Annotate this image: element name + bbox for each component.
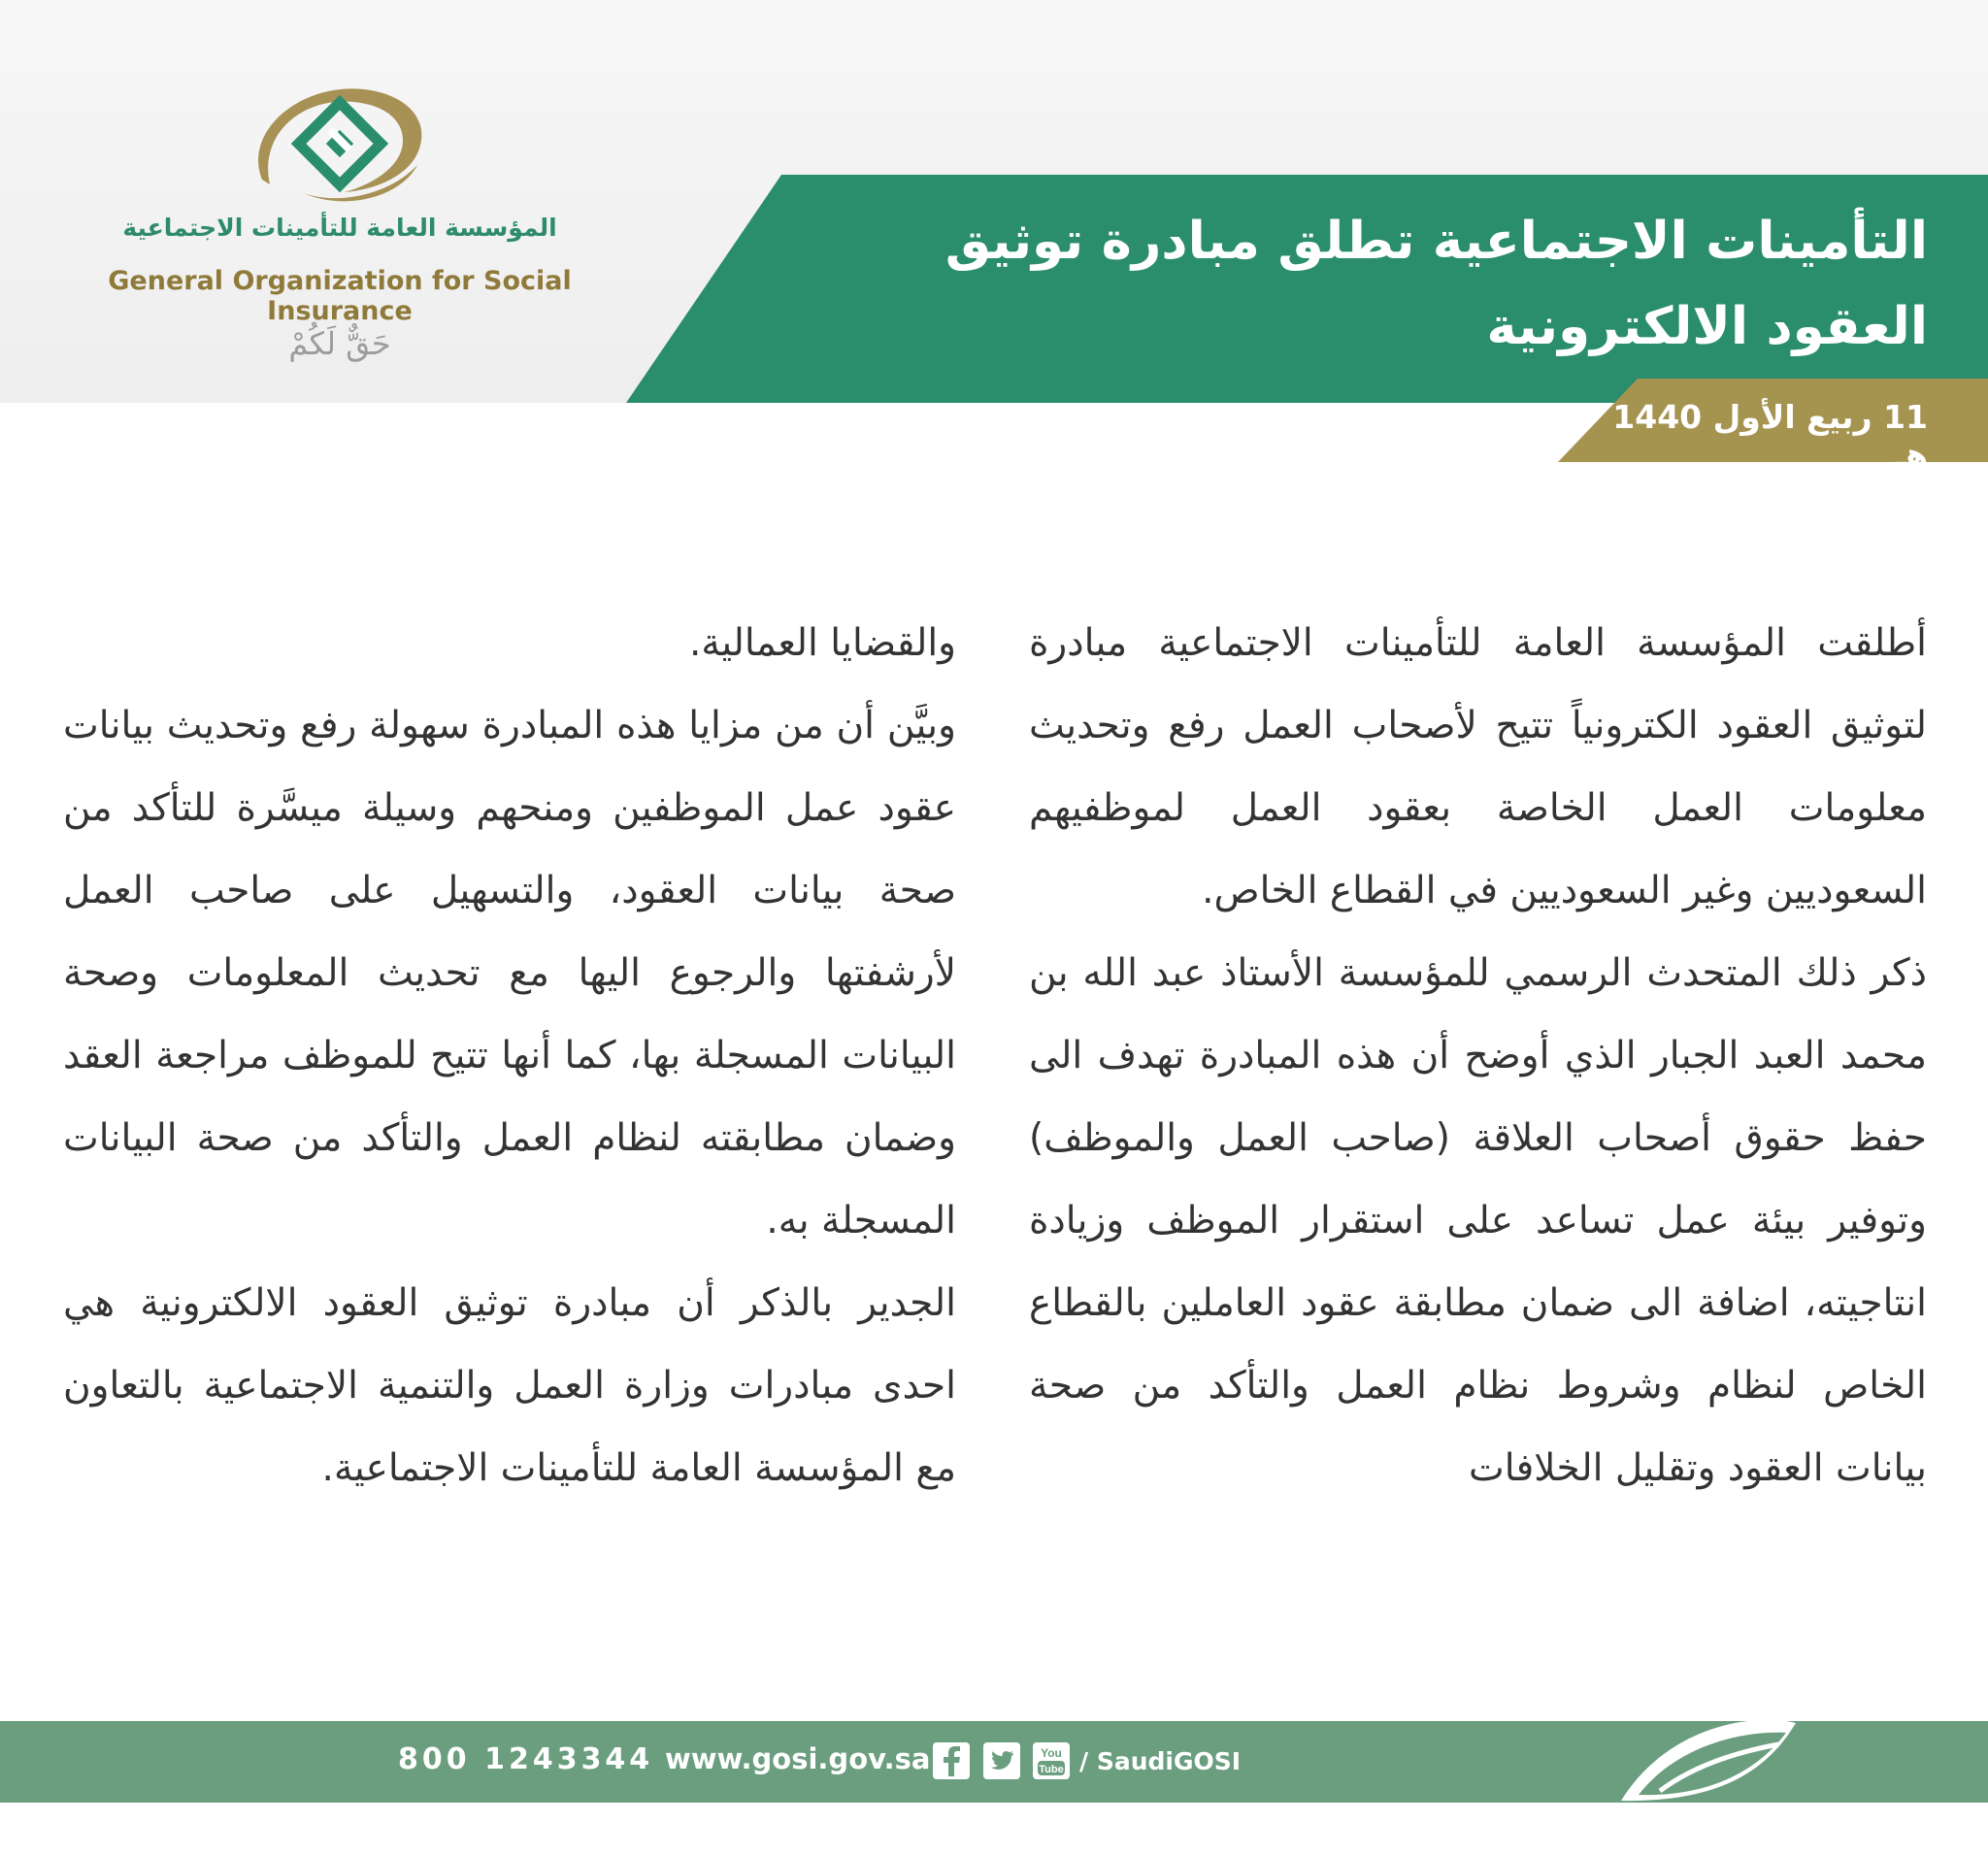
logo-english-name: General Organization for Social Insurance xyxy=(108,266,572,326)
facebook-icon[interactable] xyxy=(932,1741,971,1780)
page-title: التأمينات الاجتماعية تطلق مبادرة توثيق العقود الالكترونية xyxy=(944,212,1928,356)
article-paragraph: وبيَّن أن من مزايا هذه المبادرة سهولة رفع وتحديث بيانات عقود عمل الموظفين ومنحهم وسيلة ميسَّرة للتأكد من صحة بيانات العقود، والتسهيل على صاحب العمل لأرشفتها والرجوع اليها مع تحديث المعلومات وصحة البيانات المسجلة بها، كما أنها تتيح للموظف مراجعة العقد وضمان مطابقته لنظام العمل والتأكد من صحة البيانات المسجلة به. xyxy=(63,704,956,1242)
youtube-icon[interactable] xyxy=(1032,1741,1071,1780)
publish-date: 11 ربيع الأول 1440 هـ xyxy=(1612,398,1928,474)
article-paragraph: ذكر ذلك المتحدث الرسمي للمؤسسة الأستاذ عبد الله بن محمد العبد الجبار الذي أوضح أن هذه المبادرة تهدف الى حفظ حقوق أصحاب العلاقة (صاحب العمل والموظف) وتوفير بيئة عمل تساعد على استقرار الموظف وزيادة انتاجيته، اضافة الى ضمان مطابقة عقود العاملين بالقطاع الخاص لنظام وشروط نظام العمل والتأكد من صحة بيانات العقود وتقليل الخلافات xyxy=(1029,951,1927,1490)
svg-text:You: You xyxy=(1041,1746,1062,1760)
gosi-logo-icon xyxy=(243,78,437,209)
svg-text:Tube: Tube xyxy=(1039,1764,1064,1775)
footer-phone[interactable]: 800 1243344 xyxy=(398,1742,654,1776)
article-paragraph: والقضايا العمالية. xyxy=(688,621,956,665)
article-paragraph: أطلقت المؤسسة العامة للتأمينات الاجتماعية مبادرة لتوثيق العقود الكترونياً تتيح لأصحاب العمل رفع وتحديث معلومات العمل الخاصة بعقود العمل لموظفيهم السعوديين وغير السعوديين في القطاع الخاص. xyxy=(1029,621,1927,912)
footer-website-link[interactable]: www.gosi.gov.sa xyxy=(665,1742,931,1775)
footer-social-handle[interactable]: / SaudiGOSI xyxy=(1079,1747,1242,1775)
twitter-icon[interactable] xyxy=(982,1741,1021,1780)
leaf-decoration-icon xyxy=(1611,1694,1806,1810)
logo-slogan: حَقٌّ لَكُمْ xyxy=(288,325,391,362)
logo-arabic-name: المؤسسة العامة للتأمينات الاجتماعية xyxy=(122,214,557,242)
article-column-right xyxy=(1029,602,1927,1509)
organization-logo xyxy=(58,78,621,388)
article-paragraph: الجدير بالذكر أن مبادرة توثيق العقود الالكترونية هي احدى مبادرات وزارة العمل والتنمية الاجتماعية بالتعاون مع المؤسسة العامة للتأمينات الاجتماعية. xyxy=(63,1281,956,1490)
article-column-left xyxy=(63,602,956,1509)
